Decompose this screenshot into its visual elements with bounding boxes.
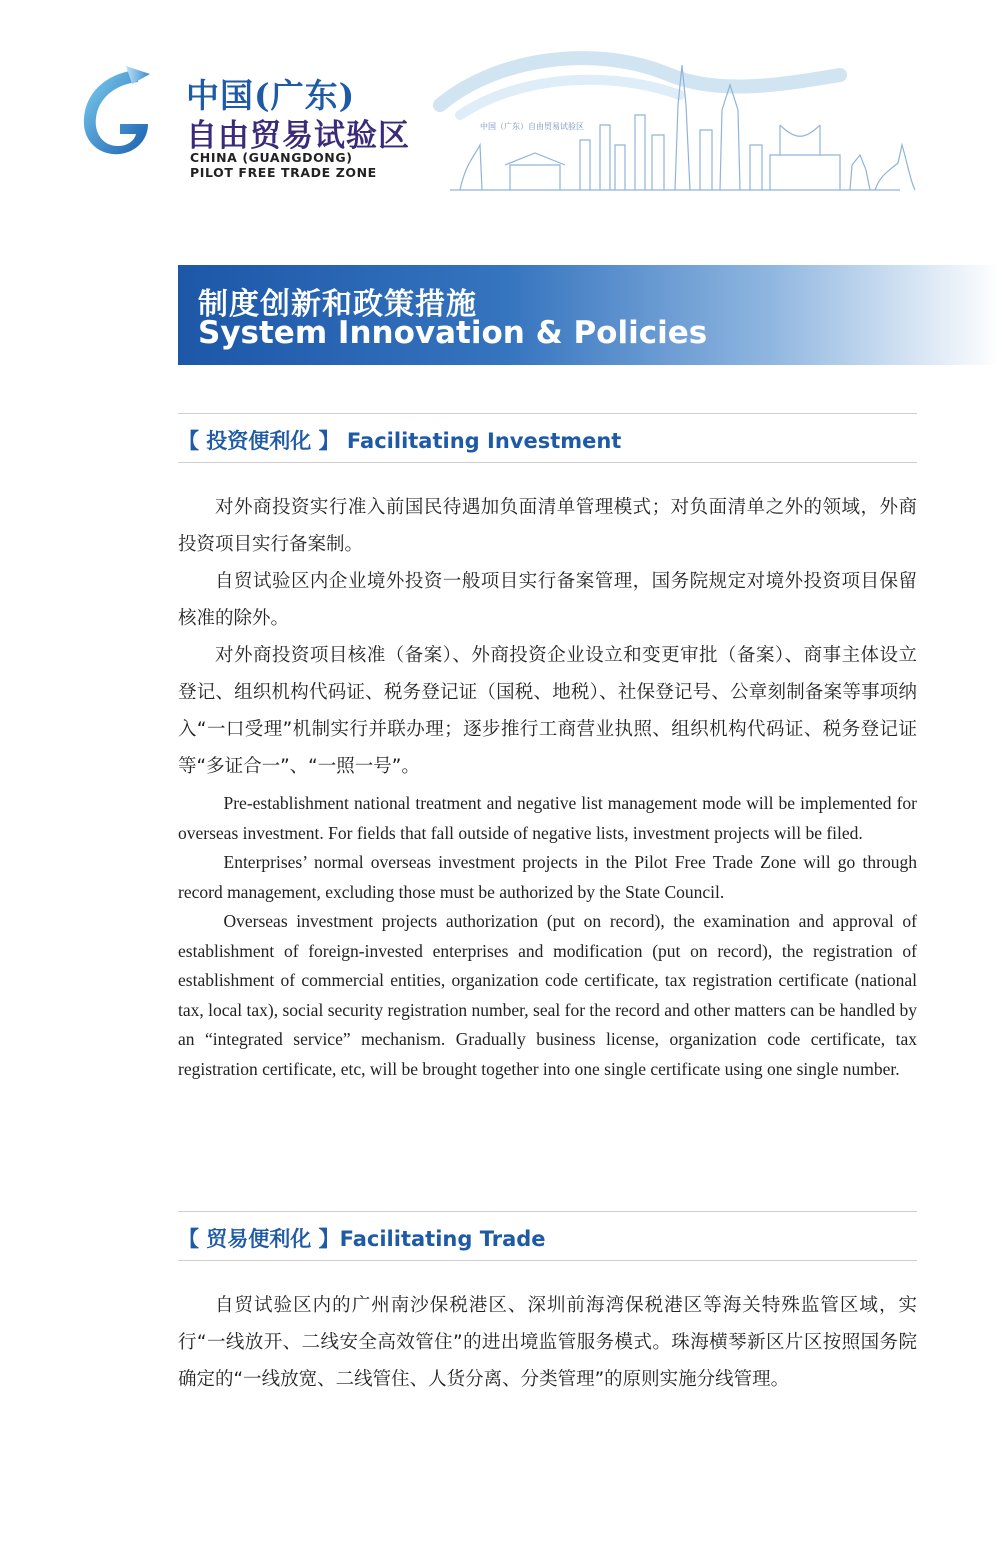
skyline-caption: 中国（广东）自由贸易试验区 — [480, 122, 584, 131]
investment-cn-text — [178, 489, 917, 785]
banner-title-en: System Innovation & Policies — [198, 315, 708, 351]
logo-title-en-line2: PILOT FREE TRADE ZONE — [190, 165, 377, 180]
paragraph-en: Pre-establishment national treatment and negative list management mode will be implemented for overseas investment. For fields that fall outside of negative lists, investment projects will be filed. — [178, 793, 917, 843]
section-heading-investment — [178, 413, 917, 463]
section-title-banner — [178, 265, 1000, 365]
logo-title-cn: 中国(广东) — [186, 76, 356, 115]
paragraph-en: Enterprises’ normal overseas investment projects in the Pilot Free Trade Zone will go through record management, excluding those must be authorized by the State Council. — [178, 852, 917, 902]
city-skyline-illustration — [420, 45, 920, 195]
guangdong-ftz-logo-icon — [80, 66, 152, 158]
paragraph-cn: 自贸试验区内的广州南沙保税港区、深圳前海湾保税港区等海关特殊监管区域，实行“一线放开、二线安全高效管住”的进出境监管服务模式。珠海横琴新区片区按照国务院确定的“一线放宽、二线管住、人货分离、分类管理”的原则实施分线管理。 — [178, 1295, 917, 1390]
logo-title-en-line1: CHINA (GUANGDONG) — [190, 150, 353, 165]
logo-subtitle-cn: 自由贸易试验区 — [186, 118, 410, 154]
page-header — [0, 0, 1000, 215]
paragraph-cn: 对外商投资实行准入前国民待遇加负面清单管理模式；对负面清单之外的领域，外商投资项目实行备案制。 — [178, 497, 917, 555]
trade-cn-text — [178, 1287, 917, 1398]
banner-title-cn: 制度创新和政策措施 — [198, 287, 477, 322]
section-heading-text: 【 贸易便利化 】Facilitating Trade — [178, 1227, 546, 1251]
investment-en-text — [178, 789, 917, 1084]
section-heading-trade — [178, 1211, 917, 1261]
paragraph-cn: 对外商投资项目核准（备案）、外商投资企业设立和变更审批（备案）、商事主体设立登记、组织机构代码证、税务登记证（国税、地税）、社保登记号、公章刻制备案等事项纳入“一口受理”机制实行并联办理；逐步推行工商营业执照、组织机构代码证、税务登记证等“多证合一”、“一照一号”。 — [178, 645, 917, 777]
paragraph-en: Overseas investment projects authorization (put on record), the examination and approval of establishment of foreign-invested enterprises and modification (put on record), the registration of establishment of commercial entities, organization code certificate, tax registration certificate (national tax, local tax), social security registration number, seal for the record and other matters can be handled by an “integrated service” mechanism. Gradually business license, organization code certificate, tax registration certificate, etc, will be brought together into one single certificate using one single number. — [178, 911, 917, 1079]
paragraph-cn: 自贸试验区内企业境外投资一般项目实行备案管理，国务院规定对境外投资项目保留核准的除外。 — [178, 571, 917, 629]
section-heading-text: 【 投资便利化 】 Facilitating Investment — [178, 429, 622, 453]
